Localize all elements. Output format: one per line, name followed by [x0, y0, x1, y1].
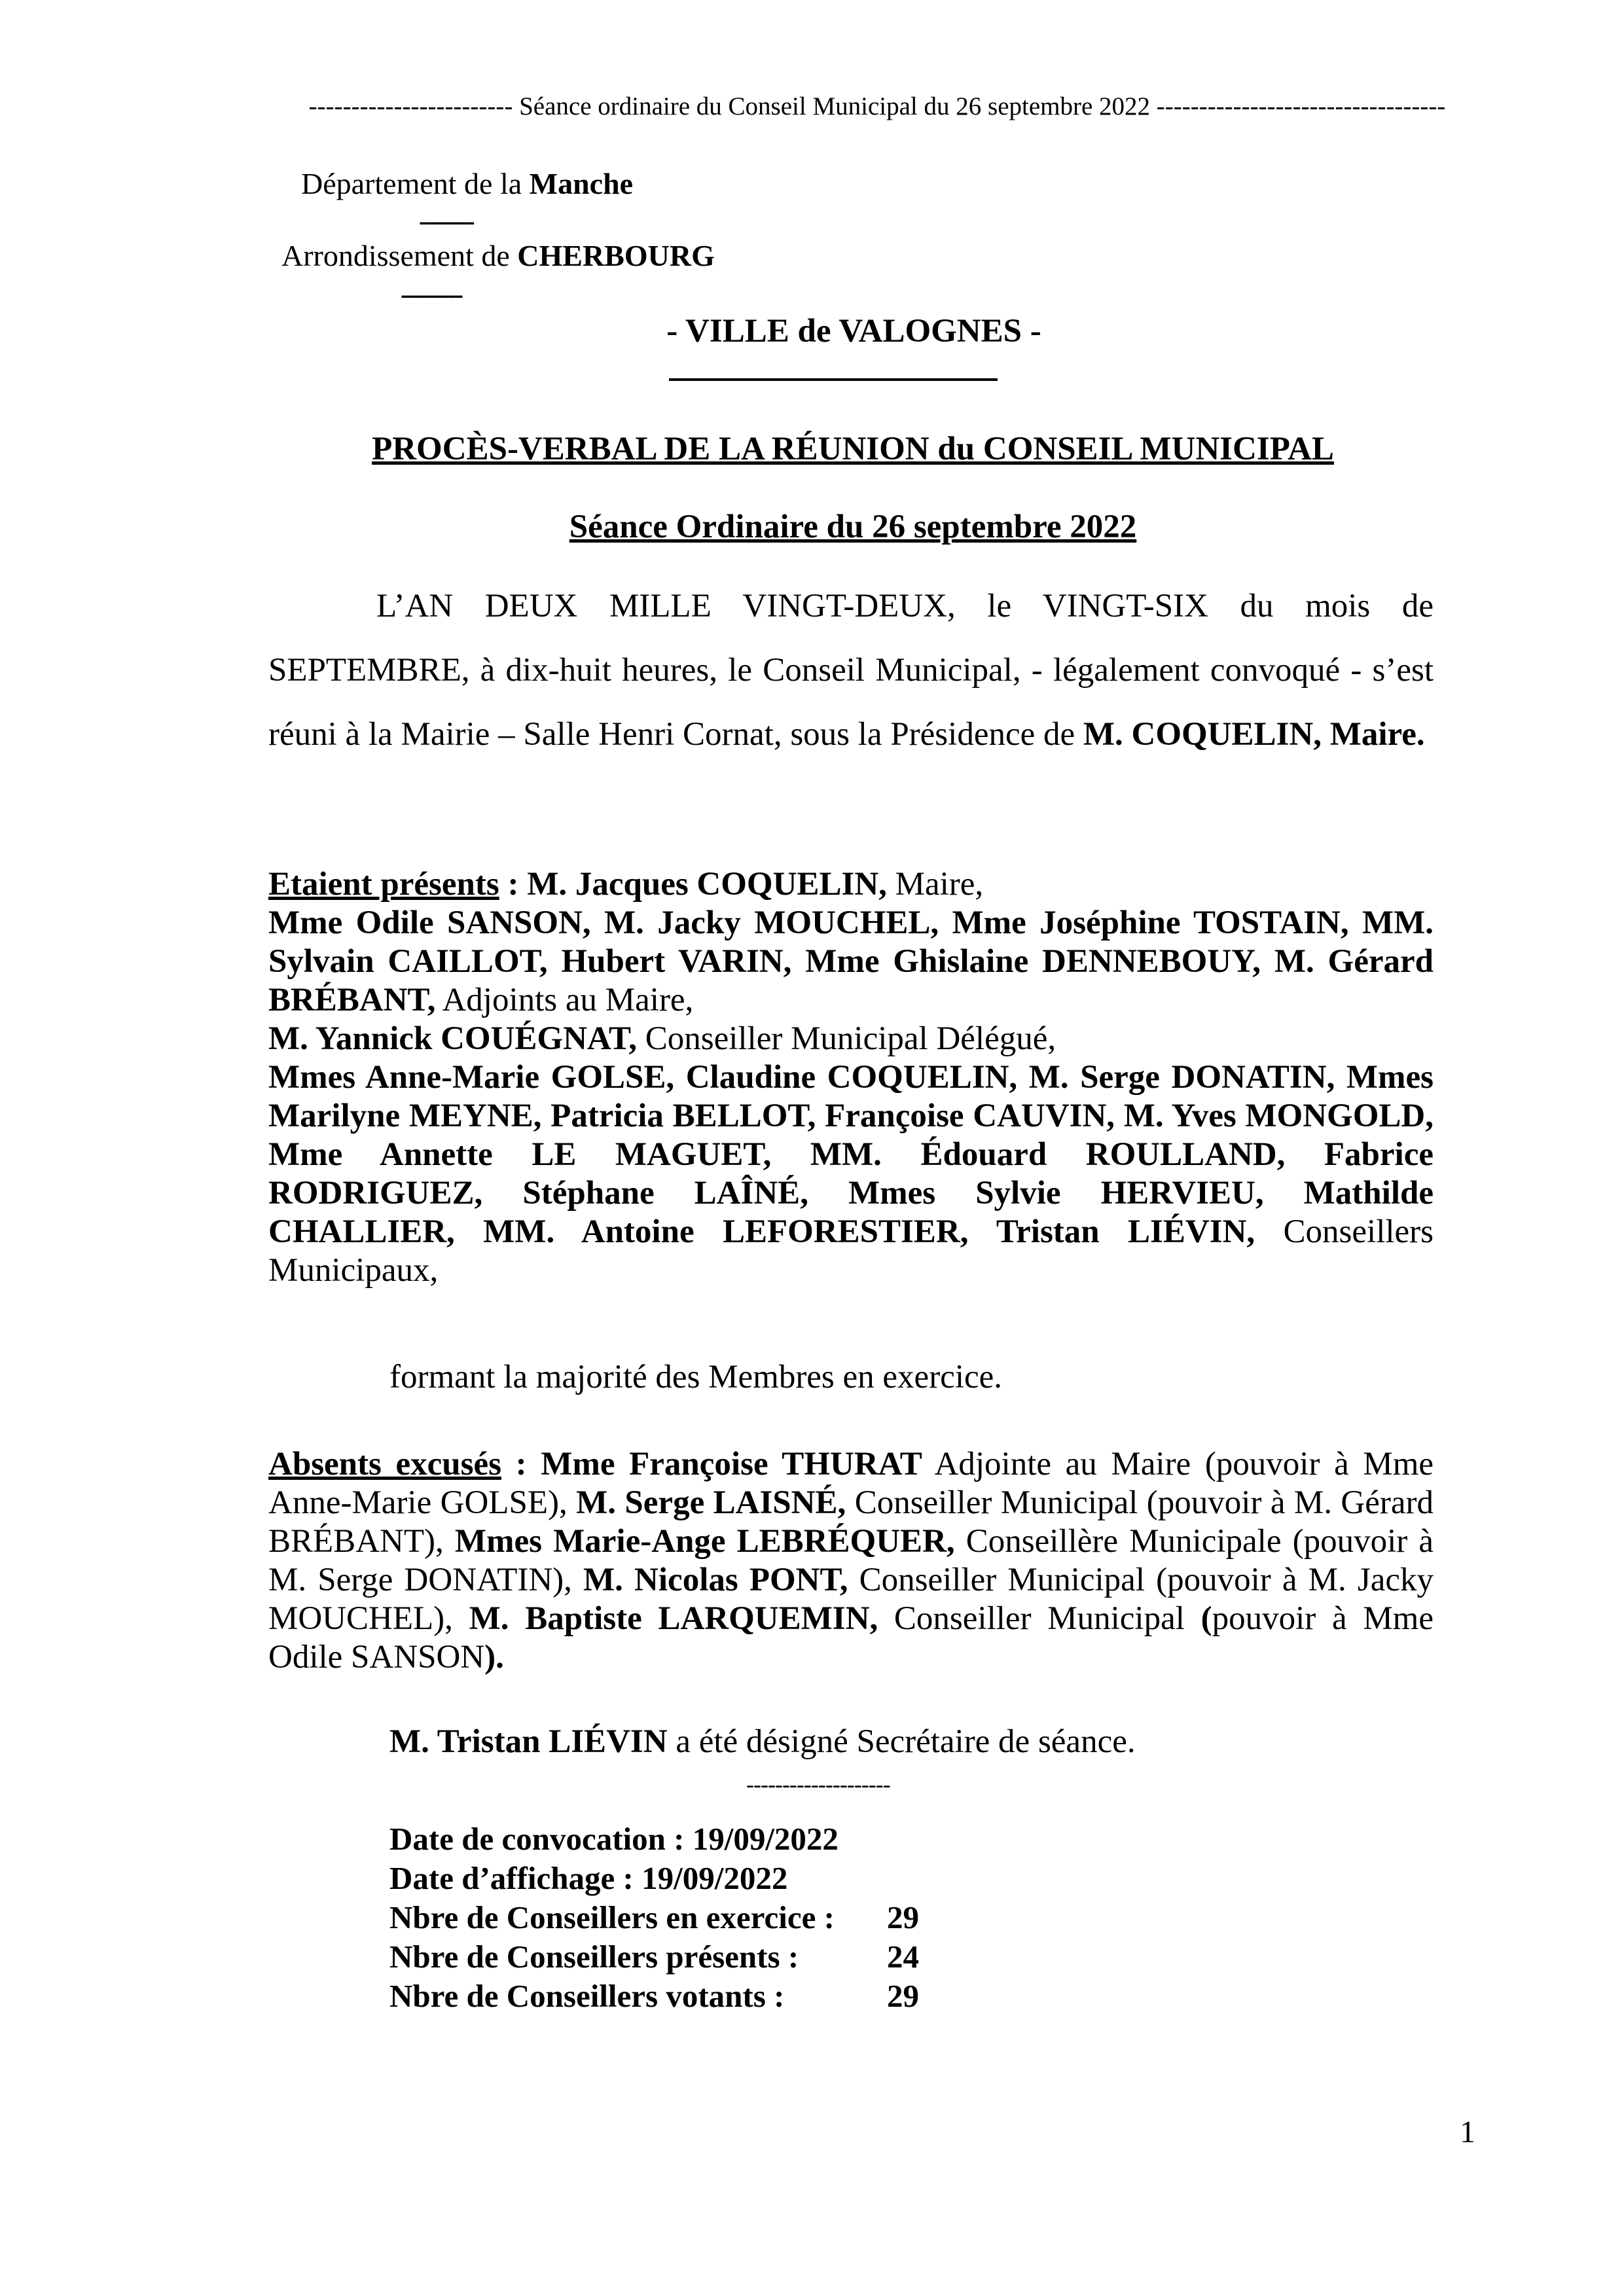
absent-4-name: M. Nicolas PONT,: [583, 1562, 848, 1598]
absent-1-name: Mme Françoise THURAT: [541, 1446, 922, 1482]
absent-5-end: ).: [484, 1639, 504, 1676]
ville-title: - VILLE de VALOGNES -: [666, 313, 1041, 350]
stat-label: Date d’affichage : 19/09/2022: [389, 1860, 788, 1896]
departement-name: Manche: [529, 167, 634, 200]
presents-conseillers-names: Mmes Anne-Marie GOLSE, Claudine COQUELIN, M. Serge DONATIN, Mmes Marilyne MEYNE, Patricia BELLOT, Françoise CAUVIN, M. Yves MONGOLD, Mme Annette LE MAGUET, MM. Édouard ROULLAND, Fabrice RODRIGUEZ, Stéphane LAÎNÉ, Mmes Sylvie HERVIEU, Mathilde CHALLIER, MM. Antoine LEFORESTIER, Tristan LIÉVIN,: [268, 1059, 1434, 1250]
secretaire-text: a été désigné Secrétaire de séance.: [667, 1723, 1136, 1760]
absent-3-name: Mmes Marie-Ange LEBRÉQUER,: [454, 1523, 955, 1560]
stat-value: [887, 1859, 919, 1898]
absent-2-text: Conseiller Municipal (pouvoir à M. Gérard BRÉBANT),: [268, 1484, 1434, 1560]
page-header: [268, 92, 1486, 121]
intro-paragraph: [268, 574, 1434, 766]
presents-delegue-role: Conseiller Municipal Délégué,: [636, 1020, 1056, 1057]
absent-3-text: Conseillère Municipale (pouvoir à M. Serge DONATIN),: [268, 1523, 1434, 1598]
stat-value: [887, 1820, 919, 1859]
stat-value: 29: [887, 1899, 919, 1935]
absent-5-paren: (: [1200, 1600, 1212, 1637]
presents-maire-name: M. Jacques COQUELIN,: [527, 866, 887, 903]
arrondissement-rule: ---------: [401, 279, 461, 309]
absent-5-text2: pouvoir à Mme Odile SANSON: [268, 1600, 1434, 1676]
absent-1-text: Adjointe au Maire (pouvoir à Mme Anne-Marie GOLSE),: [268, 1446, 1434, 1521]
separator: --------------------: [746, 1771, 890, 1797]
stat-label: Nbre de Conseillers présents :: [389, 1939, 799, 1975]
arrondissement-prefix: Arrondissement de: [281, 239, 518, 272]
stat-label: Date de convocation : 19/09/2022: [389, 1821, 839, 1857]
secretaire-name: M. Tristan LIÉVIN: [389, 1723, 668, 1760]
stat-label: Nbre de Conseillers votants :: [389, 1978, 785, 2014]
stat-row: [389, 1820, 919, 1859]
presents-maire-role: Maire,: [886, 866, 984, 903]
absent-2-name: M. Serge LAISNÉ,: [576, 1484, 846, 1521]
presents-block: [268, 865, 1434, 1290]
presents-colon: :: [499, 866, 528, 903]
stat-row: [389, 1977, 919, 2016]
arrondissement-name: CHERBOURG: [517, 239, 715, 272]
departement-prefix: Département de la: [301, 167, 530, 200]
header-title: Séance ordinaire du Conseil Municipal du 26 septembre 2022: [519, 92, 1151, 120]
departement: [301, 166, 633, 201]
stat-value: 24: [887, 1939, 919, 1975]
intro-text: L’AN DEUX MILLE VINGT-DEUX, le VINGT-SIX du mois de SEPTEMBRE, à dix-huit heures, le Conseil Municipal, - légalement convoqué - s’est réuni à la Mairie – Salle Henri Cornat, sous la Présidence de: [268, 588, 1434, 753]
absent-5-text1: Conseiller Municipal: [878, 1600, 1201, 1637]
secretaire-line: [389, 1723, 1136, 1761]
presents-label: Etaient présents: [268, 866, 499, 903]
header-dashes-right: ----------------------------------: [1156, 92, 1446, 120]
ville-rule: [669, 378, 998, 381]
stat-row: [389, 1859, 919, 1898]
presents-adjoints-role: Adjoints au Maire,: [435, 982, 694, 1018]
absent-5-name: M. Baptiste LARQUEMIN,: [469, 1600, 878, 1637]
absent-4-text: Conseiller Municipal (pouvoir à M. Jacky MOUCHEL),: [268, 1562, 1434, 1637]
page-number: 1: [1460, 2115, 1475, 2149]
stats-table: [389, 1820, 919, 2016]
arrondissement: [281, 238, 715, 273]
stat-row: [389, 1898, 919, 1937]
intro-president: M. COQUELIN, Maire.: [1083, 716, 1425, 753]
stat-row: [389, 1937, 919, 1977]
presents-delegue-name: M. Yannick COUÉGNAT,: [268, 1020, 637, 1057]
absents-label: Absents excusés: [268, 1446, 501, 1482]
header-dashes-left: ------------------------: [308, 92, 513, 120]
stat-value: 29: [887, 1978, 919, 2014]
presents-adjoints-names: Mme Odile SANSON, M. Jacky MOUCHEL, Mme Joséphine TOSTAIN, MM. Sylvain CAILLOT, Hubert VARIN, Mme Ghislaine DENNEBOUY, M. Gérard BRÉBANT,: [268, 905, 1434, 1018]
seance-title: Séance Ordinaire du 26 septembre 2022: [569, 509, 1137, 545]
absents-block: [268, 1445, 1434, 1677]
proces-verbal-title: PROCÈS-VERBAL DE LA RÉUNION du CONSEIL MUNICIPAL: [372, 431, 1334, 467]
absents-colon: :: [501, 1446, 541, 1482]
stat-label: Nbre de Conseillers en exercice :: [389, 1899, 835, 1935]
majorite-text: formant la majorité des Membres en exercice.: [389, 1359, 1003, 1395]
presents-conseillers-role: Conseillers Municipaux,: [268, 1213, 1434, 1289]
departement-rule: --------: [419, 206, 473, 236]
